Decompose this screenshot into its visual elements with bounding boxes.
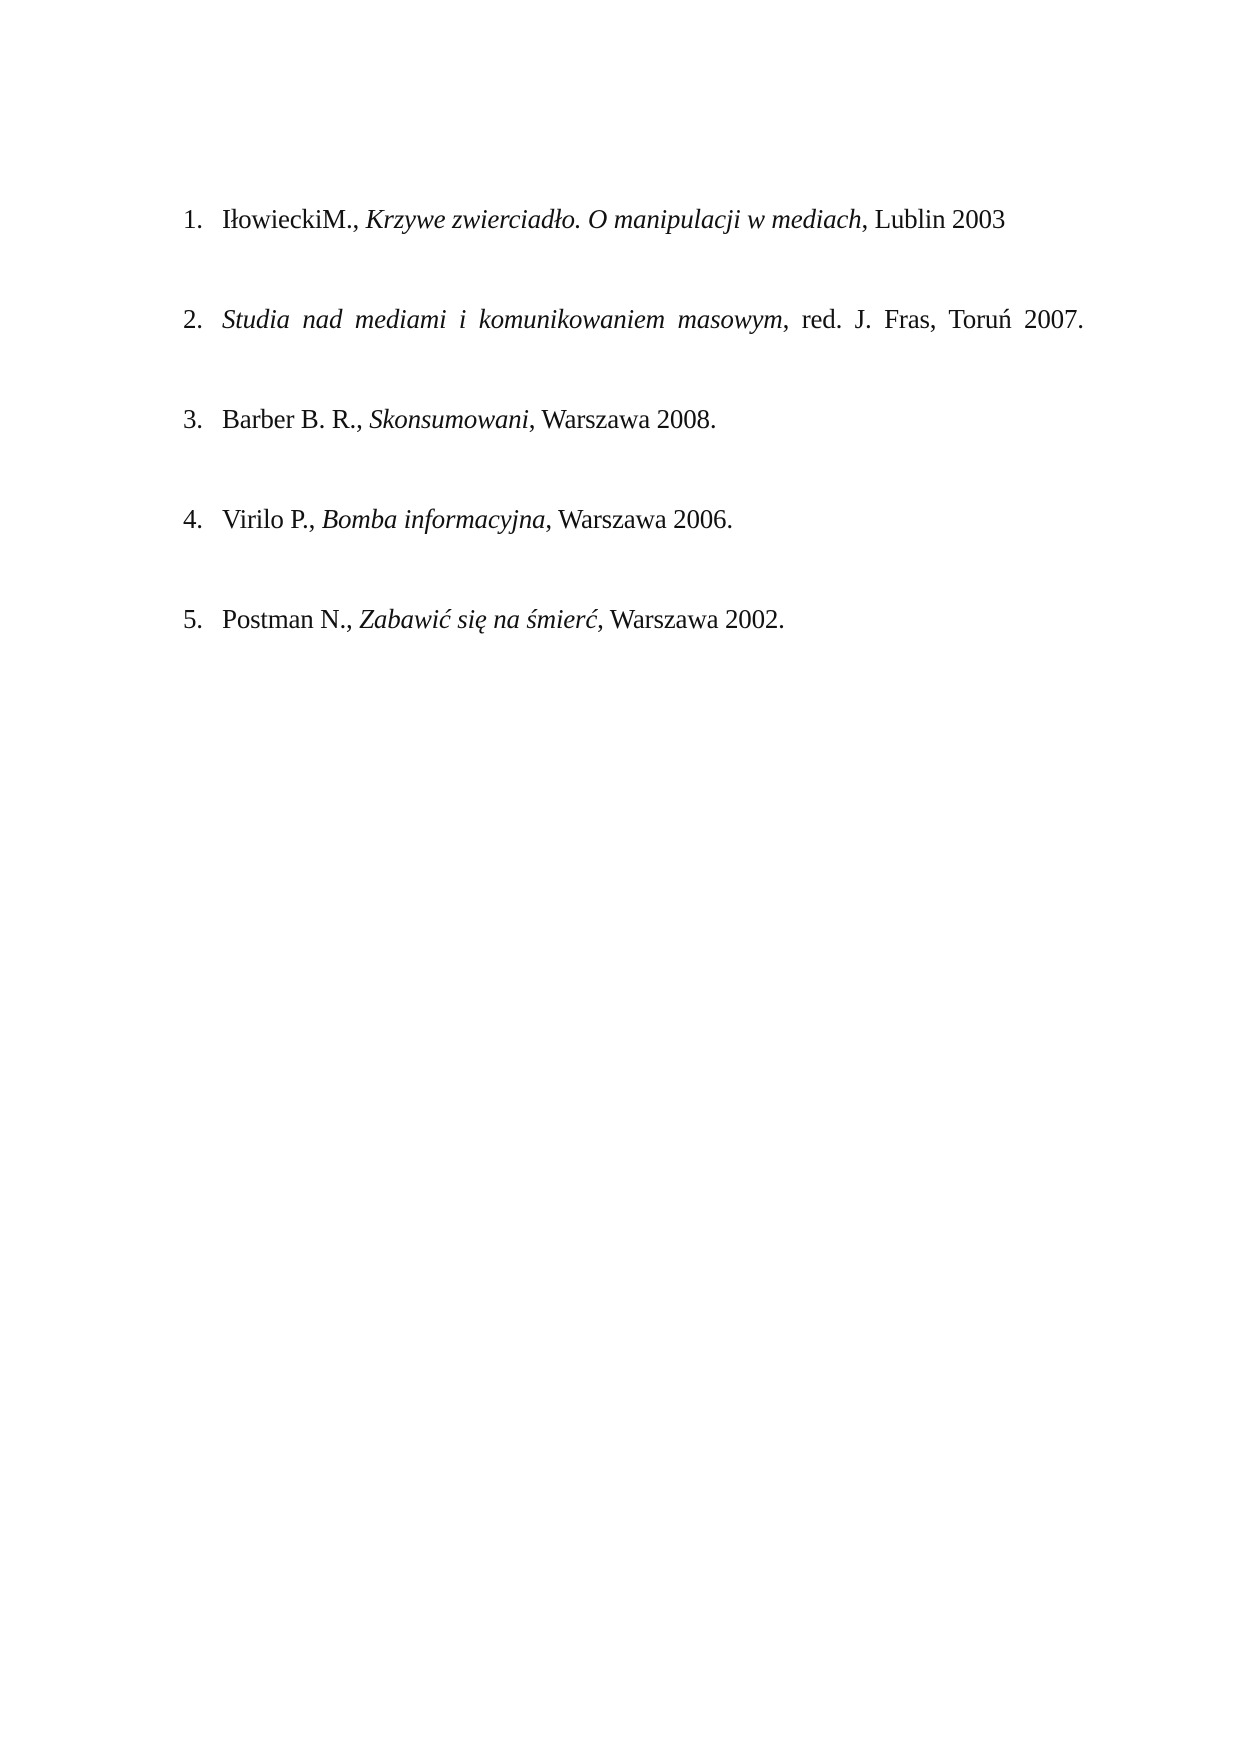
entry-number: 1. bbox=[183, 204, 203, 234]
bibliography-entry bbox=[183, 194, 1093, 244]
entry-publication: , Lublin 2003 bbox=[861, 204, 1006, 234]
entry-author: Postman N., bbox=[222, 604, 360, 634]
entry-title: Studia nad mediami i komunikowaniem masowym bbox=[222, 304, 783, 334]
entry-title: Zabawić się na śmierć bbox=[359, 604, 598, 634]
entry-number: 2. bbox=[183, 304, 203, 334]
entry-author: IłowieckiM., bbox=[222, 204, 366, 234]
entry-number: 5. bbox=[183, 604, 203, 634]
entry-number: 3. bbox=[183, 404, 203, 434]
entry-title: Krzywe zwierciadło. O manipulacji w mediach bbox=[365, 204, 862, 234]
entry-publication: , Warszawa 2002. bbox=[597, 604, 785, 634]
entry-publication: , Warszawa 2006. bbox=[545, 504, 733, 534]
bibliography-entry bbox=[183, 394, 1093, 444]
entry-publication: , Warszawa 2008. bbox=[528, 404, 717, 434]
bibliography-entry bbox=[183, 494, 1093, 544]
entry-publication: , red. J. Fras, Toruń 2007. bbox=[782, 304, 1084, 334]
entry-number: 4. bbox=[183, 504, 203, 534]
entry-author: Virilo P., bbox=[222, 504, 322, 534]
bibliography-list bbox=[183, 194, 1093, 694]
bibliography-entry bbox=[183, 594, 1093, 644]
entry-author: Barber B. R., bbox=[222, 404, 370, 434]
entry-title: Skonsumowani bbox=[369, 404, 529, 434]
entry-title: Bomba informacyjna bbox=[321, 504, 546, 534]
bibliography-entry bbox=[183, 294, 1093, 344]
